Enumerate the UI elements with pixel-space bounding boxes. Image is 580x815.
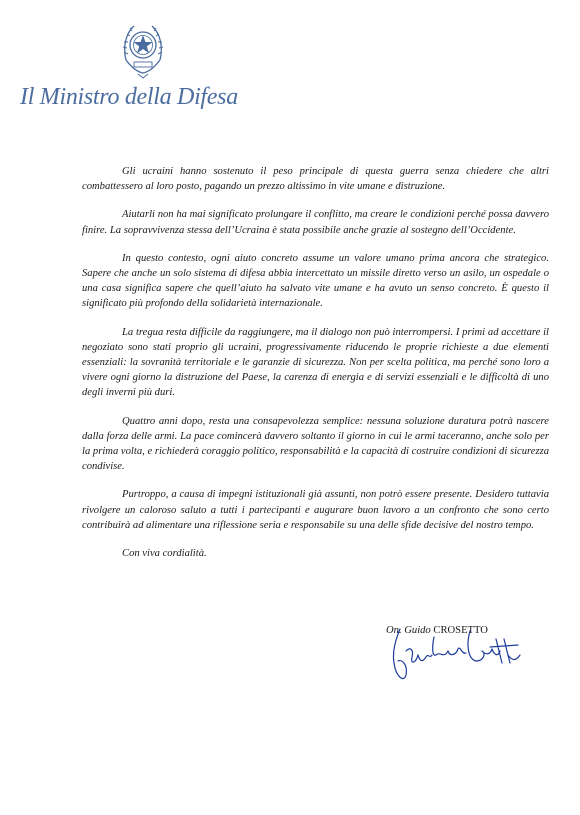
signatory-surname: CROSETTO <box>433 625 488 636</box>
closing-salutation: Con viva cordialità. <box>122 548 207 560</box>
paragraph: La tregua resta difficile da raggiungere, ma il dialogo non può interrompersi. I primi ad accettare il negoziato sono stati proprio gli ucraini, progressivamente riducendo le proprie richieste a due elementi essenziali: la sovranità territoriale e le garanzie di sicurezza. Non per scelta politica, ma perché sono loro a vivere ogni giorno la distruzione del Paese, la carenza di energia e di servizi essenziali e le difficoltà di uno degli inverni più duri. <box>82 326 549 399</box>
paragraph: In questo contesto, ogni aiuto concreto assume un valore umano prima ancora che strategico. Sapere che anche un solo sistema di difesa abbia intercettato un missile diretto verso un asilo, un ospedale o una casa significa sapere che quell’aiuto ha salvato vite umane e ha avuto un senso concreto. È questo il significato più profondo della solidarietà internazionale. <box>82 252 549 310</box>
paragraph: Quattro anni dopo, resta una consapevolezza semplice: nessuna soluzione duratura potrà nascere dalla forza delle armi. La pace comincerà davvero soltanto il giorno in cui le armi taceranno, anche solo per la prima volta, e richiederà coraggio politico, responsabilità e la capacità di costruire condizioni di sicurezza condivise. <box>82 415 549 473</box>
signature-block <box>386 625 546 695</box>
italian-republic-emblem-icon <box>120 18 166 80</box>
ministry-title: Il Ministro della Difesa <box>20 84 238 110</box>
paragraph: Gli ucraini hanno sostenuto il peso principale di questa guerra senza chiedere che altri combattessero al loro posto, pagando un prezzo altissimo in vite umane e distruzione. <box>82 166 549 193</box>
letter-body <box>82 164 549 574</box>
letterhead <box>20 18 260 113</box>
paragraph: Purtroppo, a causa di impegni istituzionali già assunti, non potrò essere presente. Desidero tuttavia rivolgere un caloroso saluto a tutti i partecipanti e augurare buon lavoro a un confronto che sono certo contribuirà ad alimentare una riflessione seria e responsabile su una delle sfide decisive del nostro tempo. <box>82 489 549 531</box>
signatory-name <box>386 625 488 636</box>
signatory-honorific: On. Guido <box>386 625 431 636</box>
paragraph: Aiutarli non ha mai significato prolungare il conflitto, ma creare le condizioni perché possa davvero finire. La sopravvivenza stessa dell’Ucraina è stata possibile anche grazie al sostegno dell’Occidente. <box>82 209 549 236</box>
